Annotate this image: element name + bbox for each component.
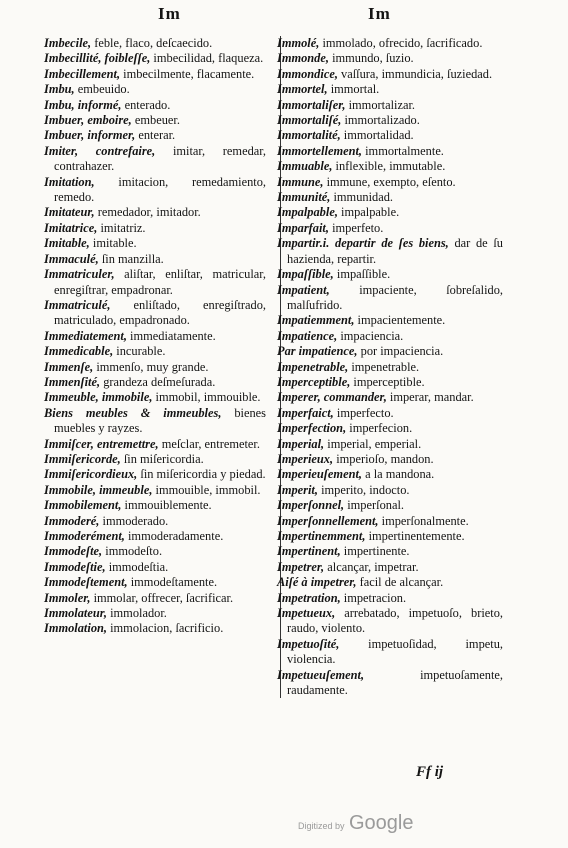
entry-headword: Immodeſtie, — [44, 559, 106, 574]
entry-definition: enterar. — [135, 128, 176, 143]
dictionary-entry — [44, 128, 266, 143]
entry-definition: immodeſtia. — [105, 559, 169, 574]
entry-definition: imitacion, remedamiento, remedo. — [54, 174, 266, 205]
entry-headword: Immortaliſé, — [277, 113, 342, 128]
entry-headword: Immenſe, — [44, 359, 94, 374]
entry-headword: Biens meubles & immeubles, — [44, 405, 222, 420]
entry-headword: Immaculé, — [44, 251, 99, 266]
entry-headword: Impalpable, — [277, 205, 338, 220]
entry-definition: immediatamente. — [126, 328, 216, 343]
entry-definition: imperfeto. — [328, 220, 384, 235]
entry-headword: Imitable, — [44, 236, 90, 251]
dictionary-entry — [44, 36, 266, 51]
dictionary-entry — [277, 606, 503, 637]
entry-headword: Impatience, — [277, 328, 338, 343]
dictionary-entry — [277, 437, 503, 452]
dictionary-entry — [44, 144, 266, 175]
entry-headword: Imperial, — [277, 436, 325, 451]
dictionary-entry — [277, 82, 503, 97]
entry-definition: imbecilmente, flacamente. — [120, 66, 255, 81]
entry-definition: immoderadamente. — [124, 529, 224, 543]
entry-definition: immunidad. — [330, 190, 394, 205]
entry-definition: immolacion, ſacrificio. — [107, 621, 224, 636]
entry-definition: immortalizar. — [345, 97, 416, 112]
entry-definition: immolador. — [107, 606, 167, 621]
entry-headword: Immuable, — [277, 159, 333, 174]
entry-headword: Immolateur, — [44, 606, 107, 621]
dictionary-entry — [277, 144, 503, 159]
dictionary-entry — [277, 190, 503, 205]
dictionary-entry — [44, 606, 266, 621]
entry-headword: Imperfaict, — [277, 405, 334, 420]
running-head-right: Im — [368, 4, 391, 23]
entry-headword: Par impatience, — [277, 344, 358, 359]
entry-definition: imbecilidad, flaqueza. — [150, 51, 264, 66]
dictionary-entry — [277, 98, 503, 113]
entry-headword: Imitateur, — [44, 205, 95, 220]
entry-headword: Immonde, — [277, 51, 329, 66]
entry-definition: immortalizado. — [341, 113, 420, 128]
entry-definition: enterado. — [121, 97, 171, 112]
dictionary-entry — [277, 483, 503, 498]
entry-headword: Immunité, — [277, 190, 331, 205]
entry-headword: Impertinemment, — [277, 529, 366, 543]
entry-definition: imperial, emperial. — [324, 436, 422, 451]
entry-headword: Imbecillement, — [44, 66, 121, 81]
entry-definition: immodeſto. — [102, 544, 163, 559]
entry-headword: Immortalité, — [277, 128, 341, 143]
dictionary-entry — [277, 221, 503, 236]
left-column — [44, 36, 266, 637]
dictionary-entry — [44, 529, 266, 544]
dictionary-entry — [44, 390, 266, 405]
entry-definition: remedador, imitador. — [94, 205, 201, 220]
entry-definition: vaſſura, immundicia, ſuziedad. — [337, 66, 493, 81]
entry-headword: Imperer, commander, — [277, 390, 387, 405]
dictionary-entry — [277, 560, 503, 575]
entry-definition: bienes muebles y rayzes. — [54, 405, 266, 436]
entry-headword: Imiter, contrefaire, — [44, 143, 156, 158]
entry-definition: ſin miſericordia. — [120, 451, 204, 466]
entry-definition: imperſonal. — [344, 498, 404, 513]
entry-definition: facil de alcançar. — [356, 575, 444, 590]
entry-definition: immolado, ofrecido, ſacrificado. — [319, 36, 483, 50]
dictionary-entry — [44, 67, 266, 82]
dictionary-entry — [44, 360, 266, 375]
entry-headword: Immortaliſer, — [277, 97, 346, 112]
entry-headword: Immenſité, — [44, 374, 101, 389]
entry-headword: Impaſſible, — [277, 267, 334, 282]
dictionary-entry — [44, 437, 266, 452]
dictionary-entry — [44, 98, 266, 113]
dictionary-entry — [277, 329, 503, 344]
entry-definition: impenetrable. — [348, 359, 420, 374]
entry-definition: impacientemente. — [354, 313, 446, 328]
dictionary-entry — [44, 452, 266, 467]
entry-definition: imitar, remedar, contrahazer. — [54, 143, 266, 174]
entry-headword: Impetuoſité, — [277, 636, 340, 651]
entry-headword: Immiſcer, entremettre, — [44, 436, 159, 451]
entry-definition: enliſtado, enregiſtrado, matriculado, empadronado. — [54, 297, 266, 328]
entry-definition: grandeza deſmeſurada. — [100, 374, 216, 389]
entry-definition: immobil, immouible. — [152, 390, 261, 405]
entry-definition: immortalidad. — [340, 128, 414, 143]
entry-definition: impertinente. — [340, 544, 410, 559]
entry-headword: Imbecile, — [44, 36, 92, 50]
entry-definition: impalpable. — [337, 205, 400, 220]
entry-definition: incurable. — [113, 344, 166, 359]
dictionary-entry — [277, 498, 503, 513]
entry-definition: embeuer. — [131, 113, 180, 128]
entry-definition: immodeſtamente. — [127, 575, 218, 590]
dictionary-entry — [44, 560, 266, 575]
entry-headword: Immolé, — [277, 36, 320, 50]
entry-definition: imperioſo, mandon. — [333, 451, 434, 466]
entry-headword: Immobilement, — [44, 498, 122, 513]
entry-definition: impetuoſamente, raudamente. — [287, 667, 503, 698]
entry-definition: alcançar, impetrar. — [324, 559, 419, 574]
entry-definition: inflexible, immutable. — [332, 159, 446, 174]
entry-definition: impaciente, ſobreſalido, malſufrido. — [287, 282, 503, 312]
entry-headword: Immoderément, — [44, 529, 125, 543]
dictionary-entry — [277, 637, 503, 668]
watermark-digitized: Digitized by — [298, 821, 345, 831]
dictionary-entry — [44, 236, 266, 251]
entry-definition: imitable. — [89, 236, 137, 251]
entry-definition: ſin miſericordia y piedad. — [137, 467, 266, 482]
entry-definition: dar de ſu hazienda, repartir. — [287, 236, 503, 266]
entry-definition: imperceptible. — [350, 374, 425, 389]
entry-headword: Immodeſte, — [44, 544, 103, 559]
entry-headword: Impetrer, — [277, 559, 325, 574]
entry-headword: Imperceptible, — [277, 374, 351, 389]
dictionary-entry — [277, 344, 503, 359]
entry-headword: Immolation, — [44, 621, 107, 636]
entry-definition: immortal. — [327, 82, 380, 97]
dictionary-entry — [277, 421, 503, 436]
dictionary-entry — [44, 113, 266, 128]
running-head-left: Im — [158, 4, 181, 23]
entry-headword: Immoler, — [44, 590, 91, 605]
entry-definition: imperſonalmente. — [378, 513, 469, 528]
dictionary-entry — [277, 375, 503, 390]
dictionary-entry — [277, 575, 503, 590]
dictionary-entry — [277, 283, 503, 314]
dictionary-entry — [44, 175, 266, 206]
entry-headword: Immiſericordieux, — [44, 467, 138, 482]
entry-definition: impertinentemente. — [365, 529, 465, 543]
right-column — [277, 36, 503, 698]
entry-headword: Aiſé à impetrer, — [277, 575, 357, 590]
entry-definition: immune, exempto, eſento. — [323, 174, 456, 189]
entry-headword: Impartir.i. departir de ſes biens, — [277, 236, 449, 251]
entry-headword: Immortel, — [277, 82, 328, 97]
dictionary-entry — [44, 252, 266, 267]
entry-headword: Immortellement, — [277, 143, 363, 158]
entry-definition: embeuido. — [74, 82, 130, 97]
dictionary-entry — [44, 575, 266, 590]
entry-definition: immortalmente. — [362, 143, 444, 158]
entry-headword: Immiſericorde, — [44, 451, 121, 466]
dictionary-entry — [44, 82, 266, 97]
entry-definition: impaciencia. — [337, 328, 404, 343]
entry-headword: Imbuer, emboire, — [44, 113, 132, 128]
dictionary-entry — [277, 159, 503, 174]
dictionary-entry — [277, 591, 503, 606]
dictionary-entry — [44, 344, 266, 359]
signature-mark: Ff ij — [416, 764, 444, 780]
entry-definition: imperito, indocto. — [317, 482, 410, 497]
dictionary-entry — [277, 175, 503, 190]
dictionary-entry — [277, 467, 503, 482]
entry-headword: Imparfait, — [277, 220, 329, 235]
dictionary-entry — [44, 329, 266, 344]
entry-headword: Imperieux, — [277, 451, 334, 466]
entry-definition: feble, flaco, deſcaecido. — [91, 36, 213, 50]
dictionary-entry — [277, 514, 503, 529]
entry-definition: ſin manzilla. — [98, 251, 164, 266]
entry-headword: Imbuer, informer, — [44, 128, 136, 143]
dictionary-entry — [44, 498, 266, 513]
entry-headword: Imbu, — [44, 82, 75, 97]
entry-definition: imperfecion. — [346, 421, 413, 436]
entry-definition: immundo, ſuzio. — [328, 51, 414, 66]
google-watermark — [298, 812, 413, 835]
entry-headword: Immeuble, immobile, — [44, 390, 153, 405]
entry-definition: immouible, immobil. — [152, 482, 261, 497]
entry-headword: Immatriculé, — [44, 297, 111, 312]
dictionary-entry — [277, 267, 503, 282]
entry-headword: Immatriculer, — [44, 267, 115, 282]
dictionary-entry — [277, 406, 503, 421]
entry-definition: arrebatado, impetuoſo, brieto, raudo, violento. — [287, 606, 503, 636]
entry-definition: imperar, mandar. — [386, 390, 474, 405]
dictionary-entry — [44, 221, 266, 236]
entry-headword: Impertinent, — [277, 544, 341, 559]
dictionary-entry — [277, 113, 503, 128]
entry-headword: Impatient, — [277, 282, 330, 297]
entry-definition: imperfecto. — [333, 405, 394, 420]
dictionary-entry — [277, 390, 503, 405]
dictionary-entry — [44, 544, 266, 559]
entry-headword: Immediatement, — [44, 328, 127, 343]
watermark-google: Google — [348, 812, 414, 834]
dictionary-entry — [44, 621, 266, 636]
dictionary-entry — [44, 514, 266, 529]
entry-definition: imitatriz. — [97, 220, 146, 235]
entry-headword: Impetueux, — [277, 606, 336, 621]
entry-definition: immolar, offrecer, ſacrificar. — [90, 590, 234, 605]
dictionary-entry — [277, 313, 503, 328]
entry-headword: Impetueuſement, — [277, 667, 365, 682]
dictionary-entry — [44, 267, 266, 298]
entry-headword: Imitatrice, — [44, 220, 98, 235]
dictionary-entry — [277, 544, 503, 559]
dictionary-entry — [277, 360, 503, 375]
entry-headword: Immedicable, — [44, 344, 114, 359]
entry-headword: Immobile, immeuble, — [44, 482, 153, 497]
entry-headword: Imbecillité, foibleſſe, — [44, 51, 151, 66]
entry-definition: impaſſible. — [333, 267, 391, 282]
entry-headword: Imperit, — [277, 482, 318, 497]
entry-headword: Imperſonnel, — [277, 498, 345, 513]
entry-headword: Imperſonnellement, — [277, 513, 379, 528]
entry-headword: Imitation, — [44, 174, 95, 189]
entry-headword: Immune, — [277, 174, 324, 189]
entry-headword: Immondice, — [277, 66, 338, 81]
entry-headword: Immodeſtement, — [44, 575, 128, 590]
dictionary-entry — [44, 205, 266, 220]
dictionary-entry — [44, 406, 266, 437]
dictionary-entry — [44, 51, 266, 66]
entry-definition: a la mandona. — [362, 467, 435, 482]
dictionary-entry — [277, 128, 503, 143]
dictionary-entry — [44, 483, 266, 498]
dictionary-entry — [277, 452, 503, 467]
entry-headword: Immoderé, — [44, 513, 100, 528]
entry-definition: impetracion. — [340, 590, 407, 605]
dictionary-entry — [44, 591, 266, 606]
entry-definition: meſclar, entremeter. — [158, 436, 260, 451]
entry-definition: immoderado. — [99, 513, 169, 528]
dictionary-entry — [277, 67, 503, 82]
entry-headword: Imbu, informé, — [44, 97, 122, 112]
dictionary-entry — [277, 36, 503, 51]
dictionary-entry — [277, 51, 503, 66]
entry-definition: impetuoſidad, impetu, violencia. — [287, 636, 503, 667]
dictionary-entry — [44, 375, 266, 390]
entry-definition: por impaciencia. — [357, 344, 444, 359]
entry-headword: Impatiemment, — [277, 313, 355, 328]
dictionary-entry — [44, 467, 266, 482]
entry-definition: aliſtar, enliſtar, matricular, enregiſtrar, empadronar. — [54, 267, 266, 297]
dictionary-entry — [277, 668, 503, 699]
dictionary-entry — [44, 298, 266, 329]
entry-definition: immenſo, muy grande. — [93, 359, 209, 374]
entry-headword: Impetration, — [277, 590, 341, 605]
dictionary-entry — [277, 205, 503, 220]
entry-definition: immouiblemente. — [121, 498, 212, 513]
entry-headword: Impenetrable, — [277, 359, 349, 374]
dictionary-entry — [277, 529, 503, 544]
entry-headword: Imperieuſement, — [277, 467, 363, 482]
dictionary-entry — [277, 236, 503, 267]
entry-headword: Imperfection, — [277, 421, 347, 436]
